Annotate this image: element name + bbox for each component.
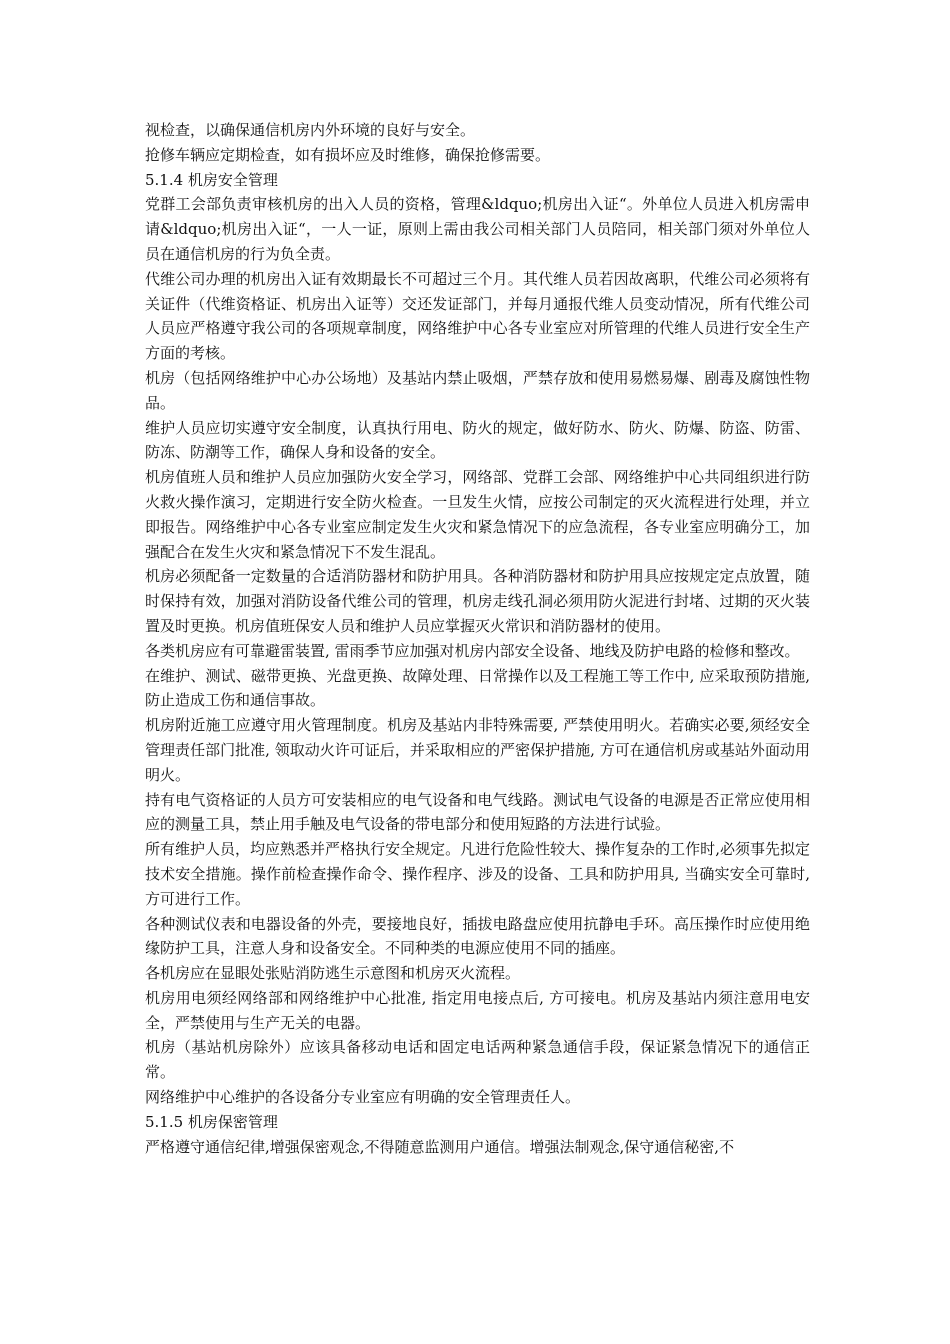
paragraph: 视检查，以确保通信机房内外环境的良好与安全。 — [145, 121, 476, 139]
paragraph: 抢修车辆应定期检查，如有损坏应及时维修，确保抢修需要。 — [145, 145, 551, 164]
paragraph: 机房用电须经网络部和网络维护中心批准, 指定用电接点后, 方可接电。机房及基站内须注意用电安全，严禁使用与生产无关的电器。 — [145, 988, 810, 1032]
paragraph: 代维公司办理的机房出入证有效期最长不可超过三个月。其代维人员若因故离职，代维公司必须将有关证件（代维资格证、机房出入证等）交还发证部门，并每月通报代维人员变动情况，所有代维公司人员应严格遵守我公司的各项规章制度，网络维护中心各专业室应对所管理的代维人员进行安全生产方面的考核。 — [145, 269, 810, 363]
paragraph: 所有维护人员，均应熟悉并严格执行安全规定。凡进行危险性较大、操作复杂的工作时,必须事先拟定技术安全措施。操作前检查操作命令、操作程序、涉及的设备、工具和防护用具, 当确实安全可靠时, 方可进行工作。 — [145, 840, 810, 908]
paragraph: 持有电气资格证的人员方可安装相应的电气设备和电气线路。测试电气设备的电源是否正常应使用相应的测量工具，禁止用手触及电气设备的带电部分和使用短路的方法进行试验。 — [145, 790, 810, 834]
paragraph: 机房必须配备一定数量的合适消防器材和防护用具。各种消防器材和防护用具应按规定定点放置，随时保持有效，加强对消防设备代维公司的管理，机房走线孔洞必须用防火泥进行封堵、过期的灭火装置及时更换。机房值班保安人员和维护人员应掌握灭火常识和消防器材的使用。 — [145, 567, 810, 635]
paragraph: 维护人员应切实遵守安全制度，认真执行用电、防火的规定，做好防水、防火、防爆、防盗、防雷、防冻、防潮等工作，确保人身和设备的安全。 — [145, 418, 810, 462]
section-heading: 5.1.4 机房安全管理 — [145, 170, 278, 189]
paragraph: 机房（基站机房除外）应该具备移动电话和固定电话两种紧急通信手段，保证紧急情况下的通信正常。 — [145, 1038, 810, 1082]
paragraph: 机房值班人员和维护人员应加强防火安全学习，网络部、党群工会部、网络维护中心共同组织进行防火救火操作演习，定期进行安全防火检查。一旦发生火情，应按公司制定的灭火流程进行处理，并立即报告。网络维护中心各专业室应制定发生火灾和紧急情况下的应急流程，各专业室应明确分工，加强配合在发生火灾和紧急情况下不发生混乱。 — [145, 468, 810, 561]
paragraph: 机房（包括网络维护中心办公场地）及基站内禁止吸烟，严禁存放和使用易燃易爆、剧毒及腐蚀性物品。 — [145, 368, 810, 412]
section-heading: 5.1.5 机房保密管理 — [145, 1112, 278, 1131]
paragraph: 各类机房应有可靠避雷装置, 雷雨季节应加强对机房内部安全设备、地线及防护电路的检修和整改。 — [145, 641, 800, 660]
paragraph: 机房附近施工应遵守用火管理制度。机房及基站内非特殊需要, 严禁使用明火。若确实必要,须经安全管理责任部门批准, 领取动火许可证后，并采取相应的严密保护措施, 方可在通信机房或基站外面动用明火。 — [145, 716, 810, 784]
paragraph: 各机房应在显眼处张贴消防逃生示意图和机房灭火流程。 — [145, 964, 521, 983]
paragraph: 网络维护中心维护的各设备分专业室应有明确的安全管理责任人。 — [145, 1088, 581, 1107]
paragraph: 各种测试仪表和电器设备的外壳，要接地良好，插拔电路盘应使用抗静电手环。高压操作时应使用绝缘防护工具，注意人身和设备安全。不同种类的电源应使用不同的插座。 — [145, 914, 810, 958]
paragraph: 严格遵守通信纪律,增强保密观念,不得随意监测用户通信。增强法制观念,保守通信秘密,不 — [145, 1137, 735, 1156]
document-body — [145, 118, 810, 1159]
paragraph: 党群工会部负责审核机房的出入人员的资格，管理&ldquo;机房出入证“。外单位人员进入机房需申请&ldquo;机房出入证“，一人一证，原则上需由我公司相关部门人员陪同，相关部门须对外单位人员在通信机房的行为负全责。 — [145, 195, 810, 263]
paragraph: 在维护、测试、磁带更换、光盘更换、故障处理、日常操作以及工程施工等工作中, 应采取预防措施, 防止造成工伤和通信事故。 — [145, 666, 810, 710]
